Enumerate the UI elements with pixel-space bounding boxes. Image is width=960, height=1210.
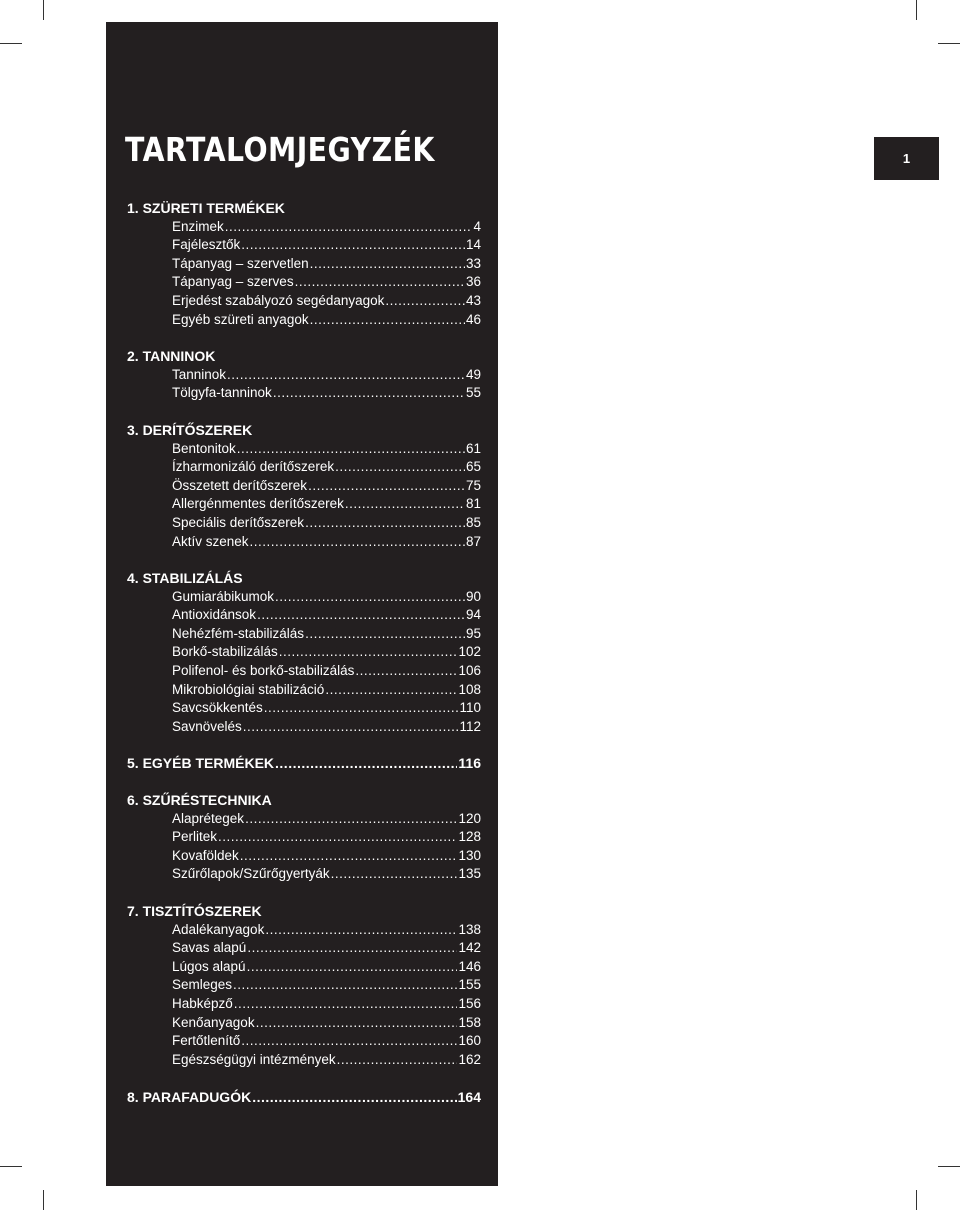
entry-page-number: 130: [458, 847, 481, 863]
toc-entry[interactable]: [172, 699, 481, 717]
toc-entry[interactable]: [172, 1032, 481, 1050]
entry-page-number: 146: [458, 958, 481, 974]
entry-label: Alaprétegek: [172, 810, 245, 826]
entry-label: Semleges: [172, 977, 233, 993]
dot-leader: [265, 921, 457, 939]
dot-leader: [241, 236, 465, 254]
entry-label: Tápanyag – szerves: [172, 274, 294, 290]
section-heading[interactable]: [127, 754, 481, 772]
page-title: TARTALOMJEGYZÉK: [125, 130, 435, 169]
section-heading-label: 4. STABILIZÁLÁS: [127, 570, 243, 586]
section-heading[interactable]: [127, 791, 481, 809]
dot-leader: [241, 1032, 457, 1050]
toc-entry[interactable]: [172, 810, 481, 828]
entry-label: Ízharmonizáló derítőszerek: [172, 459, 335, 475]
section-heading[interactable]: [127, 421, 481, 439]
entry-label: Aktív szenek: [172, 533, 249, 549]
dot-leader: [310, 311, 465, 329]
toc-entry[interactable]: [172, 625, 481, 643]
entry-label: Speciális derítőszerek: [172, 515, 305, 530]
toc-entry[interactable]: [172, 1014, 481, 1032]
section-heading-label: 3. DERÍTŐSZEREK: [127, 422, 253, 438]
dot-leader: [247, 939, 457, 957]
toc-entry[interactable]: [172, 662, 481, 680]
toc-entry[interactable]: [172, 236, 481, 254]
toc-panel: [106, 22, 498, 1186]
entry-label: Mikrobiológiai stabilizáció: [172, 681, 325, 697]
dot-leader: [279, 643, 458, 661]
entry-page-number: 36: [465, 274, 481, 290]
entry-page-number: 75: [465, 477, 481, 493]
entry-label: Savnövelés: [172, 718, 242, 734]
entry-label: Erjedést szabályozó segédanyagok: [172, 293, 385, 308]
dot-leader: [247, 958, 458, 976]
section-heading-label: 5. EGYÉB TERMÉKEK: [127, 755, 275, 771]
dot-leader: [275, 588, 465, 606]
toc-entry[interactable]: [172, 1051, 481, 1069]
entry-page-number: 158: [458, 1014, 481, 1030]
toc-entry[interactable]: [172, 384, 481, 402]
dot-leader: [335, 458, 465, 476]
entry-page-number: 61: [465, 440, 481, 456]
section-page-number: 164: [457, 1089, 481, 1105]
section-heading-label: 7. TISZTÍTÓSZEREK: [127, 903, 262, 919]
entry-page-number: 4: [473, 218, 481, 234]
entry-label: Savcsökkentés: [172, 700, 263, 716]
dot-leader: [218, 828, 457, 846]
entry-page-number: 49: [465, 366, 481, 382]
toc-entry[interactable]: [172, 865, 481, 883]
dot-leader: [257, 606, 465, 624]
toc-entry[interactable]: [172, 828, 481, 846]
dot-leader: [237, 440, 465, 458]
entry-label: Egészségügyi intézmények: [172, 1051, 336, 1067]
dot-leader: [295, 273, 465, 291]
section-heading[interactable]: [127, 199, 481, 217]
entry-label: Borkő-stabilizálás: [172, 644, 278, 660]
entry-page-number: 155: [458, 977, 481, 993]
entry-page-number: 65: [465, 459, 481, 475]
entry-page-number: 14: [465, 237, 481, 253]
dot-leader: [227, 366, 465, 384]
entry-label: Tápanyag – szervetlen: [172, 255, 309, 271]
section-heading-label: 1. SZÜRETI TERMÉKEK: [127, 200, 285, 216]
entry-label: Lúgos alapú: [172, 958, 246, 974]
entry-label: Szűrőlapok/Szűrőgyertyák: [172, 866, 330, 882]
dot-leader: [252, 1088, 456, 1106]
dot-leader: [308, 477, 465, 495]
dot-leader: [310, 255, 465, 273]
entry-label: Fajélesztők: [172, 237, 241, 253]
entry-label: Polifenol- és borkő-stabilizálás: [172, 663, 355, 678]
crop-mark: [43, 1190, 44, 1210]
entry-label: Enzimek: [172, 218, 224, 234]
dot-leader: [325, 681, 457, 699]
entry-label: Fertőtlenítő: [172, 1033, 241, 1049]
crop-mark: [0, 1166, 22, 1167]
entry-page-number: 135: [458, 866, 481, 882]
toc-entry[interactable]: [172, 273, 481, 291]
toc-entry[interactable]: [172, 643, 481, 661]
toc-entry[interactable]: [172, 495, 481, 513]
dot-leader: [305, 514, 465, 532]
toc-entry[interactable]: [172, 718, 481, 736]
section-heading[interactable]: [127, 569, 481, 587]
entry-page-number: 110: [459, 700, 481, 716]
entry-label: Nehézfém-stabilizálás: [172, 625, 305, 641]
entry-page-number: 128: [458, 829, 481, 845]
dot-leader: [264, 699, 459, 717]
dot-leader: [275, 754, 457, 772]
entry-page-number: 112: [459, 718, 481, 734]
dot-leader: [233, 976, 457, 994]
entry-label: Tanninok: [172, 366, 227, 382]
toc-entry[interactable]: [172, 847, 481, 865]
entry-page-number: 138: [458, 921, 481, 937]
entry-page-number: 90: [465, 588, 481, 604]
dot-leader: [305, 625, 465, 643]
section-heading[interactable]: [127, 1088, 481, 1106]
entry-label: Savas alapú: [172, 940, 247, 956]
entry-page-number: 85: [465, 515, 481, 530]
toc-entry[interactable]: [172, 976, 481, 994]
toc-entry[interactable]: [172, 995, 481, 1013]
entry-page-number: 160: [458, 1033, 481, 1049]
toc-entry[interactable]: [172, 533, 481, 551]
entry-label: Bentonitok: [172, 440, 236, 456]
entry-page-number: 43: [465, 293, 481, 308]
dot-leader: [385, 292, 465, 310]
toc-entry[interactable]: [172, 606, 481, 624]
entry-label: Gumiarábikumok: [172, 588, 275, 604]
toc-entry[interactable]: [172, 588, 481, 606]
dot-leader: [256, 1014, 458, 1032]
entry-label: Perlitek: [172, 829, 218, 845]
entry-label: Adalékanyagok: [172, 921, 265, 937]
entry-page-number: 33: [465, 255, 481, 271]
toc-entry[interactable]: [172, 921, 481, 939]
entry-page-number: 81: [465, 496, 481, 512]
section-heading[interactable]: [127, 347, 481, 365]
dot-leader: [345, 495, 465, 513]
entry-page-number: 106: [458, 663, 481, 678]
section-heading-label: 8. PARAFADUGÓK: [127, 1089, 252, 1105]
section-heading[interactable]: [127, 902, 481, 920]
toc-entry[interactable]: [172, 958, 481, 976]
entry-page-number: 87: [465, 533, 481, 549]
crop-mark: [0, 43, 22, 44]
entry-label: Egyéb szüreti anyagok: [172, 311, 309, 327]
entry-page-number: 95: [465, 625, 481, 641]
crop-mark: [938, 43, 960, 44]
toc-entry[interactable]: [172, 939, 481, 957]
toc-entry[interactable]: [172, 255, 481, 273]
toc-entry[interactable]: [172, 458, 481, 476]
dot-leader: [355, 662, 457, 680]
toc-entry[interactable]: [172, 681, 481, 699]
dot-leader: [250, 533, 465, 551]
page-number-tab: 1: [874, 137, 939, 180]
toc-entry[interactable]: [172, 218, 481, 236]
entry-label: Allergénmentes derítőszerek: [172, 496, 344, 512]
entry-page-number: 94: [465, 607, 481, 623]
crop-mark: [916, 1190, 917, 1210]
dot-leader: [234, 995, 458, 1013]
dot-leader: [225, 218, 473, 236]
crop-mark: [938, 1166, 960, 1167]
entry-label: Összetett derítőszerek: [172, 477, 308, 493]
entry-page-number: 156: [458, 996, 481, 1011]
dot-leader: [240, 847, 458, 865]
toc-entry[interactable]: [172, 311, 481, 329]
dot-leader: [245, 810, 457, 828]
dot-leader: [273, 384, 465, 402]
crop-mark: [43, 0, 44, 20]
toc-entry[interactable]: [172, 366, 481, 384]
toc-entry[interactable]: [172, 477, 481, 495]
dot-leader: [243, 718, 459, 736]
entry-page-number: 120: [458, 810, 481, 826]
toc-entry[interactable]: [172, 292, 481, 310]
entry-page-number: 46: [465, 311, 481, 327]
entry-label: Habképző: [172, 996, 233, 1011]
dot-leader: [331, 865, 458, 883]
section-heading-label: 6. SZŰRÉSTECHNIKA: [127, 792, 272, 808]
entry-page-number: 55: [465, 385, 481, 401]
entry-label: Antioxidánsok: [172, 607, 257, 623]
crop-mark: [916, 0, 917, 20]
entry-page-number: 162: [458, 1051, 481, 1067]
entry-label: Kovaföldek: [172, 847, 239, 863]
toc-entry[interactable]: [172, 514, 481, 532]
entry-page-number: 142: [458, 940, 481, 956]
toc-entry[interactable]: [172, 440, 481, 458]
entry-page-number: 102: [458, 644, 481, 660]
section-heading-label: 2. TANNINOK: [127, 348, 216, 364]
dot-leader: [337, 1051, 458, 1069]
entry-label: Kenőanyagok: [172, 1014, 255, 1030]
entry-label: Tölgyfa-tanninok: [172, 385, 272, 401]
section-page-number: 116: [458, 755, 481, 771]
entry-page-number: 108: [458, 681, 481, 697]
